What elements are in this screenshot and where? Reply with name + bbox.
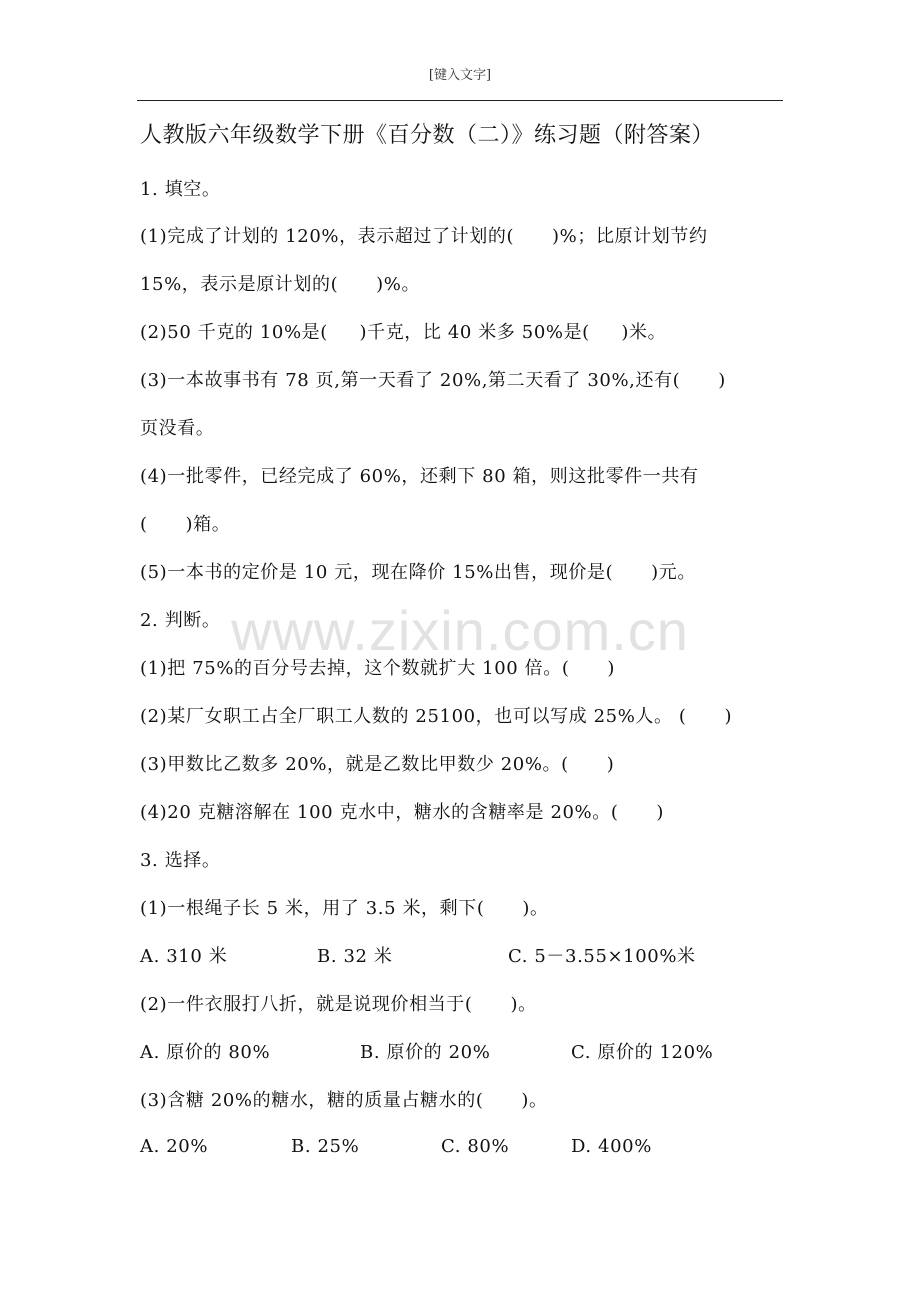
question-2-4: (4)20 克糖溶解在 100 克水中，糖水的含糖率是 20%。( ) [140, 802, 665, 823]
question-2-1: (1)把 75%的百分号去掉，这个数就扩大 100 倍。( ) [140, 658, 615, 679]
option-3-3-b: B. 25% [291, 1136, 360, 1157]
question-3-2: (2)一件衣服打八折，就是说现价相当于( )。 [140, 994, 537, 1015]
question-1-1-line2: 15%，表示是原计划的( )%。 [140, 274, 421, 295]
question-3-1: (1)一根绳子长 5 米，用了 3.5 米，剩下( )。 [140, 898, 549, 919]
question-3-3: (3)含糖 20%的糖水，糖的质量占糖水的( )。 [140, 1090, 548, 1111]
option-3-1-b: B. 32 米 [317, 946, 393, 967]
question-2-3: (3)甲数比乙数多 20%，就是乙数比甲数少 20%。( ) [140, 754, 615, 775]
section3-heading: 3. 选择。 [140, 850, 221, 871]
option-3-2-c: C. 原价的 120% [571, 1042, 714, 1063]
option-3-1-c: C. 5－3.55×100%米 [508, 946, 696, 967]
question-1-2: (2)50 千克的 10%是( )千克，比 40 米多 50%是( )米。 [140, 322, 667, 343]
question-1-1-line1: (1)完成了计划的 120%，表示超过了计划的( )%；比原计划节约 [140, 226, 708, 247]
option-3-1-a: A. 310 米 [140, 946, 228, 967]
question-1-4-line2: ( )箱。 [140, 514, 231, 535]
question-1-3-line1: (3)一本故事书有 78 页,第一天看了 20%,第二天看了 30%,还有( ) [140, 370, 726, 391]
header-divider [137, 100, 783, 101]
option-3-2-a: A. 原价的 80% [140, 1042, 271, 1063]
option-3-2-b: B. 原价的 20% [360, 1042, 491, 1063]
question-1-4-line1: (4)一批零件，已经完成了 60%，还剩下 80 箱，则这批零件一共有 [140, 466, 699, 487]
section1-heading: 1. 填空。 [140, 179, 221, 200]
question-2-2: (2)某厂女职工占全厂职工人数的 25100，也可以写成 25%人。 ( ) [140, 706, 733, 727]
option-3-3-c: C. 80% [441, 1136, 510, 1157]
question-1-5: (5)一本书的定价是 10 元，现在降价 15%出售，现价是( )元。 [140, 562, 696, 583]
option-3-3-d: D. 400% [571, 1136, 652, 1157]
question-1-3-line2: 页没看。 [140, 418, 215, 439]
option-3-3-a: A. 20% [140, 1136, 209, 1157]
watermark: www.zixin.com.cn [231, 599, 689, 662]
header-placeholder: [键入文字] [428, 68, 492, 83]
page-title: 人教版六年级数学下册《百分数（二）》练习题（附答案） [140, 123, 715, 148]
section2-heading: 2. 判断。 [140, 610, 221, 631]
